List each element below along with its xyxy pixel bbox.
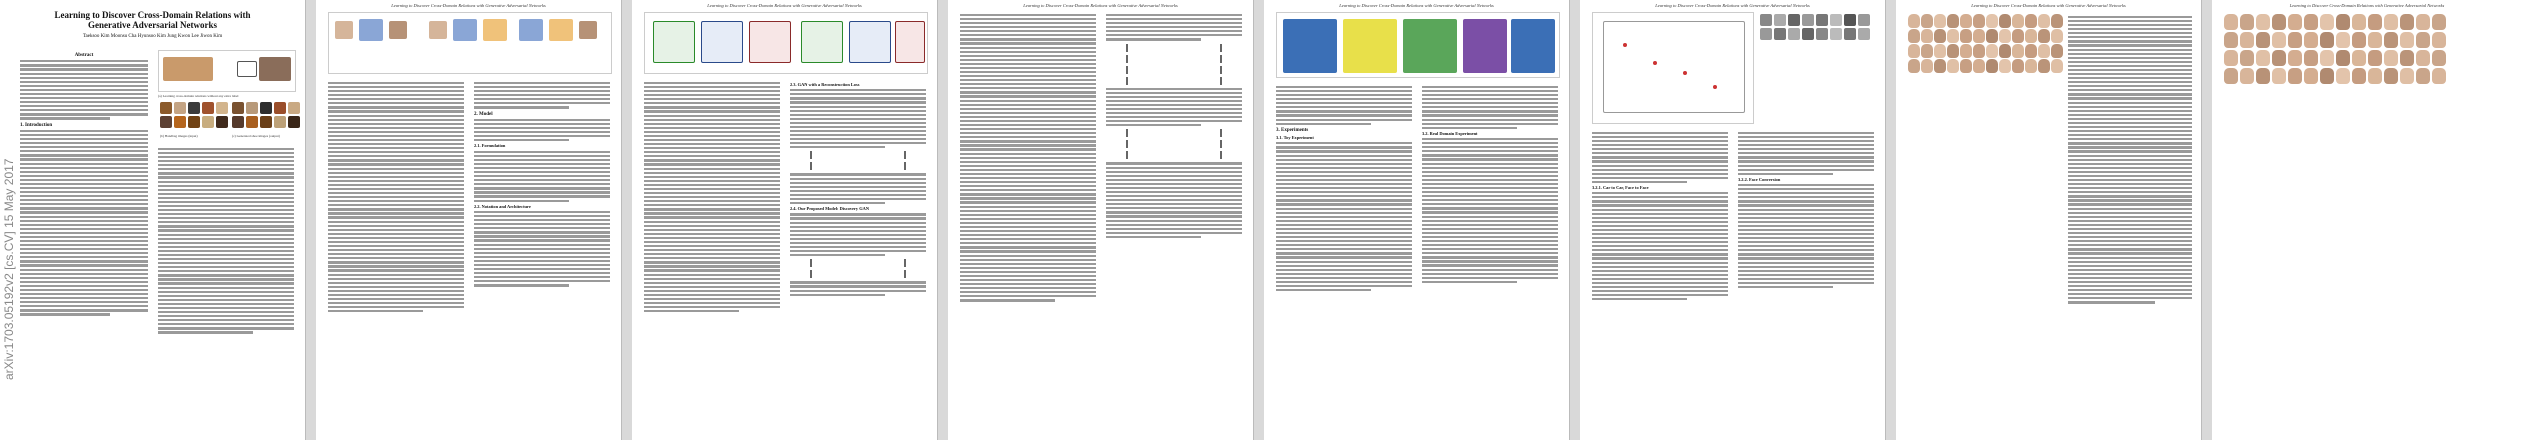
figure-3 (644, 12, 928, 74)
page-1 (0, 0, 306, 440)
running-header: Learning to Discover Cross-Domain Relations with Generative Adversarial Networks (707, 3, 862, 8)
page6-right-column (1738, 130, 1874, 290)
page-8 (2212, 0, 2522, 440)
page5-left-column (1276, 84, 1412, 293)
page3-right-column (790, 80, 926, 298)
page2-left-column (328, 80, 464, 314)
page4-left-column (960, 12, 1096, 303)
arxiv-stamp-text: arXiv:1703.05192v2 [cs.CV] 15 May 2017 (2, 158, 16, 380)
page2-right-column (474, 80, 610, 288)
page-5 (1264, 0, 1570, 440)
section-model: 2. Model (474, 111, 493, 117)
page6-left-column (1592, 130, 1728, 302)
subsection-car-face: 3.2.1. Car to Car, Face to Face (1592, 185, 1649, 191)
car-thumbs (1760, 14, 1870, 40)
running-header: Learning to Discover Cross-Domain Relations with Generative Adversarial Networks (1339, 3, 1494, 8)
face-grid (1908, 14, 2063, 73)
subsection-face-conversion: 3.2.2. Face Conversion (1738, 176, 1781, 182)
intro-heading: 1. Introduction (20, 122, 53, 128)
subsection-recon-loss: 2.3. GAN with a Reconstruction Loss (790, 82, 860, 87)
figure-2 (328, 12, 612, 74)
face-conversion-grid (2224, 14, 2446, 84)
caption-1b: (b) Handbag images (input) (160, 134, 198, 138)
paper-authors: Taeksoo Kim Moonsu Cha Hyunsoo Kim Jung Kwon Lee Jiwon Kim (82, 34, 223, 39)
caption-1a: (a) Learning cross-domain relations without any extra label (158, 94, 239, 98)
subsection-formulation: 2.1. Formulation (474, 143, 506, 149)
page-6 (1580, 0, 1886, 440)
caption-1c: (c) Generated shoe images (output) (232, 134, 280, 138)
page4-right-column (1106, 12, 1242, 240)
section-experiments: 3. Experiments (1276, 127, 1309, 133)
subsection-real-domain: 3.2. Real Domain Experiment (1422, 130, 1478, 136)
subsection-notation: 2.2. Notation and Architecture (474, 203, 531, 209)
page-2 (316, 0, 622, 440)
page-3 (632, 0, 938, 440)
page1-right-column (158, 146, 294, 335)
subsection-toy: 3.1. Toy Experiment (1276, 135, 1314, 141)
paper-title: Learning to Discover Cross-Domain Relations with Generative Adversarial Networks (54, 10, 251, 30)
figure-car-plot (1592, 12, 1754, 124)
running-header: Learning to Discover Cross-Domain Relations with Generative Adversarial Networks (391, 3, 546, 8)
page3-left-column (644, 80, 780, 314)
abstract-column (20, 50, 148, 317)
arxiv-stamp (0, 80, 14, 380)
page-4 (948, 0, 1254, 440)
shoe-thumbs (232, 102, 300, 128)
running-header: Learning to Discover Cross-Domain Relations with Generative Adversarial Networks (1971, 3, 2126, 8)
abstract-heading: Abstract (74, 53, 94, 58)
figure-toy-domains (1276, 12, 1560, 78)
running-header: Learning to Discover Cross-Domain Relations with Generative Adversarial Networks (1655, 3, 1810, 8)
page-7 (1896, 0, 2202, 440)
page7-right-column (2068, 14, 2192, 305)
handbag-thumbs (160, 102, 228, 128)
running-header: Learning to Discover Cross-Domain Relations with Generative Adversarial Networks (2289, 3, 2445, 8)
figure-1a (158, 50, 296, 92)
page5-right-column (1422, 84, 1558, 285)
running-header: Learning to Discover Cross-Domain Relations with Generative Adversarial Networks (1023, 3, 1178, 8)
subsection-discogan: 2.4. Our Proposed Model: Discovery GAN (790, 206, 869, 212)
